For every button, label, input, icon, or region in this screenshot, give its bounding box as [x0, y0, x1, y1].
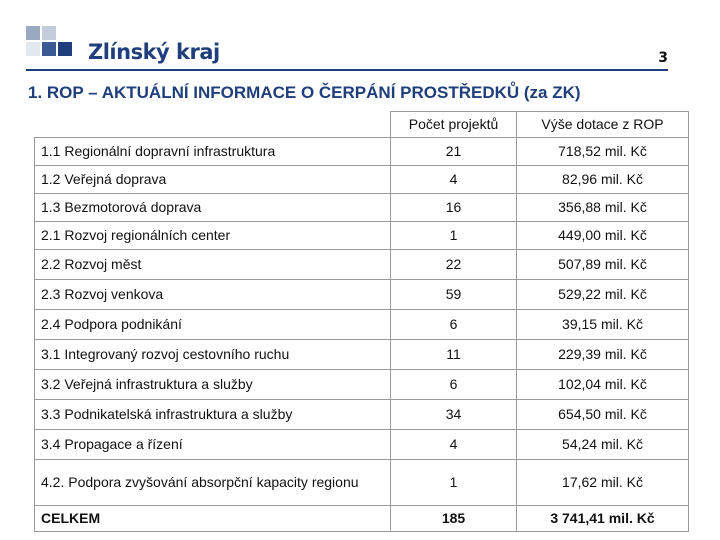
row-amount: 229,39 mil. Kč	[517, 340, 689, 370]
row-count: 1	[391, 460, 517, 506]
page-number: 3	[658, 50, 668, 66]
table-row	[35, 460, 689, 506]
row-name: 3.4 Propagace a řízení	[35, 430, 391, 460]
row-count: 6	[391, 370, 517, 400]
row-name: 2.3 Rozvoj venkova	[35, 280, 391, 310]
row-count: 11	[391, 340, 517, 370]
row-name: 2.2 Rozvoj měst	[35, 250, 391, 280]
row-amount: 449,00 mil. Kč	[517, 222, 689, 250]
header-divider	[26, 69, 668, 71]
header-cell-blank	[35, 112, 391, 138]
total-count: 185	[391, 506, 517, 532]
table-row	[35, 340, 689, 370]
row-amount: 529,22 mil. Kč	[517, 280, 689, 310]
table-row	[35, 166, 689, 194]
row-amount: 39,15 mil. Kč	[517, 310, 689, 340]
logo-square-icon	[26, 42, 40, 56]
row-amount: 507,89 mil. Kč	[517, 250, 689, 280]
row-count: 34	[391, 400, 517, 430]
row-name: 3.1 Integrovaný rozvoj cestovního ruchu	[35, 340, 391, 370]
row-amount: 102,04 mil. Kč	[517, 370, 689, 400]
row-name: 2.1 Rozvoj regionálních center	[35, 222, 391, 250]
table-row	[35, 222, 689, 250]
row-count: 16	[391, 194, 517, 222]
row-count: 59	[391, 280, 517, 310]
row-amount: 54,24 mil. Kč	[517, 430, 689, 460]
row-amount: 356,88 mil. Kč	[517, 194, 689, 222]
logo-square-icon	[42, 42, 56, 56]
row-name: 3.3 Podnikatelská infrastruktura a služby	[35, 400, 391, 430]
table-header-row	[35, 112, 689, 138]
row-count: 1	[391, 222, 517, 250]
row-name: 3.2 Veřejná infrastruktura a služby	[35, 370, 391, 400]
table-row	[35, 250, 689, 280]
row-count: 22	[391, 250, 517, 280]
rop-funding-table	[34, 111, 689, 532]
table-row	[35, 370, 689, 400]
row-name: 2.4 Podpora podnikání	[35, 310, 391, 340]
row-count: 4	[391, 166, 517, 194]
table-row	[35, 430, 689, 460]
table-row	[35, 194, 689, 222]
row-amount: 17,62 mil. Kč	[517, 460, 689, 506]
row-name: 1.3 Bezmotorová doprava	[35, 194, 391, 222]
page-title: 1. ROP – AKTUÁLNÍ INFORMACE O ČERPÁNÍ PROSTŘEDKŮ (za ZK)	[28, 83, 581, 102]
table-row	[35, 280, 689, 310]
zlinsky-kraj-logo	[26, 26, 220, 68]
table-row	[35, 310, 689, 340]
logo-square-icon	[26, 26, 40, 40]
row-count: 21	[391, 138, 517, 166]
total-label: CELKEM	[35, 506, 391, 532]
row-name: 4.2. Podpora zvyšování absorpční kapacity regionu	[35, 460, 391, 506]
logo-square-icon	[42, 26, 56, 40]
row-amount: 718,52 mil. Kč	[517, 138, 689, 166]
table-row	[35, 400, 689, 430]
row-amount: 82,96 mil. Kč	[517, 166, 689, 194]
table-row	[35, 138, 689, 166]
logo-square-icon	[58, 42, 72, 56]
logo-text: Zlínský kraj	[88, 40, 220, 64]
row-name: 1.1 Regionální dopravní infrastruktura	[35, 138, 391, 166]
row-amount: 654,50 mil. Kč	[517, 400, 689, 430]
row-name: 1.2 Veřejná doprava	[35, 166, 391, 194]
row-count: 6	[391, 310, 517, 340]
total-amount: 3 741,41 mil. Kč	[517, 506, 689, 532]
header-cell-count: Počet projektů	[391, 112, 517, 138]
header-cell-amount: Výše dotace z ROP	[517, 112, 689, 138]
row-count: 4	[391, 430, 517, 460]
table-total-row	[35, 506, 689, 532]
